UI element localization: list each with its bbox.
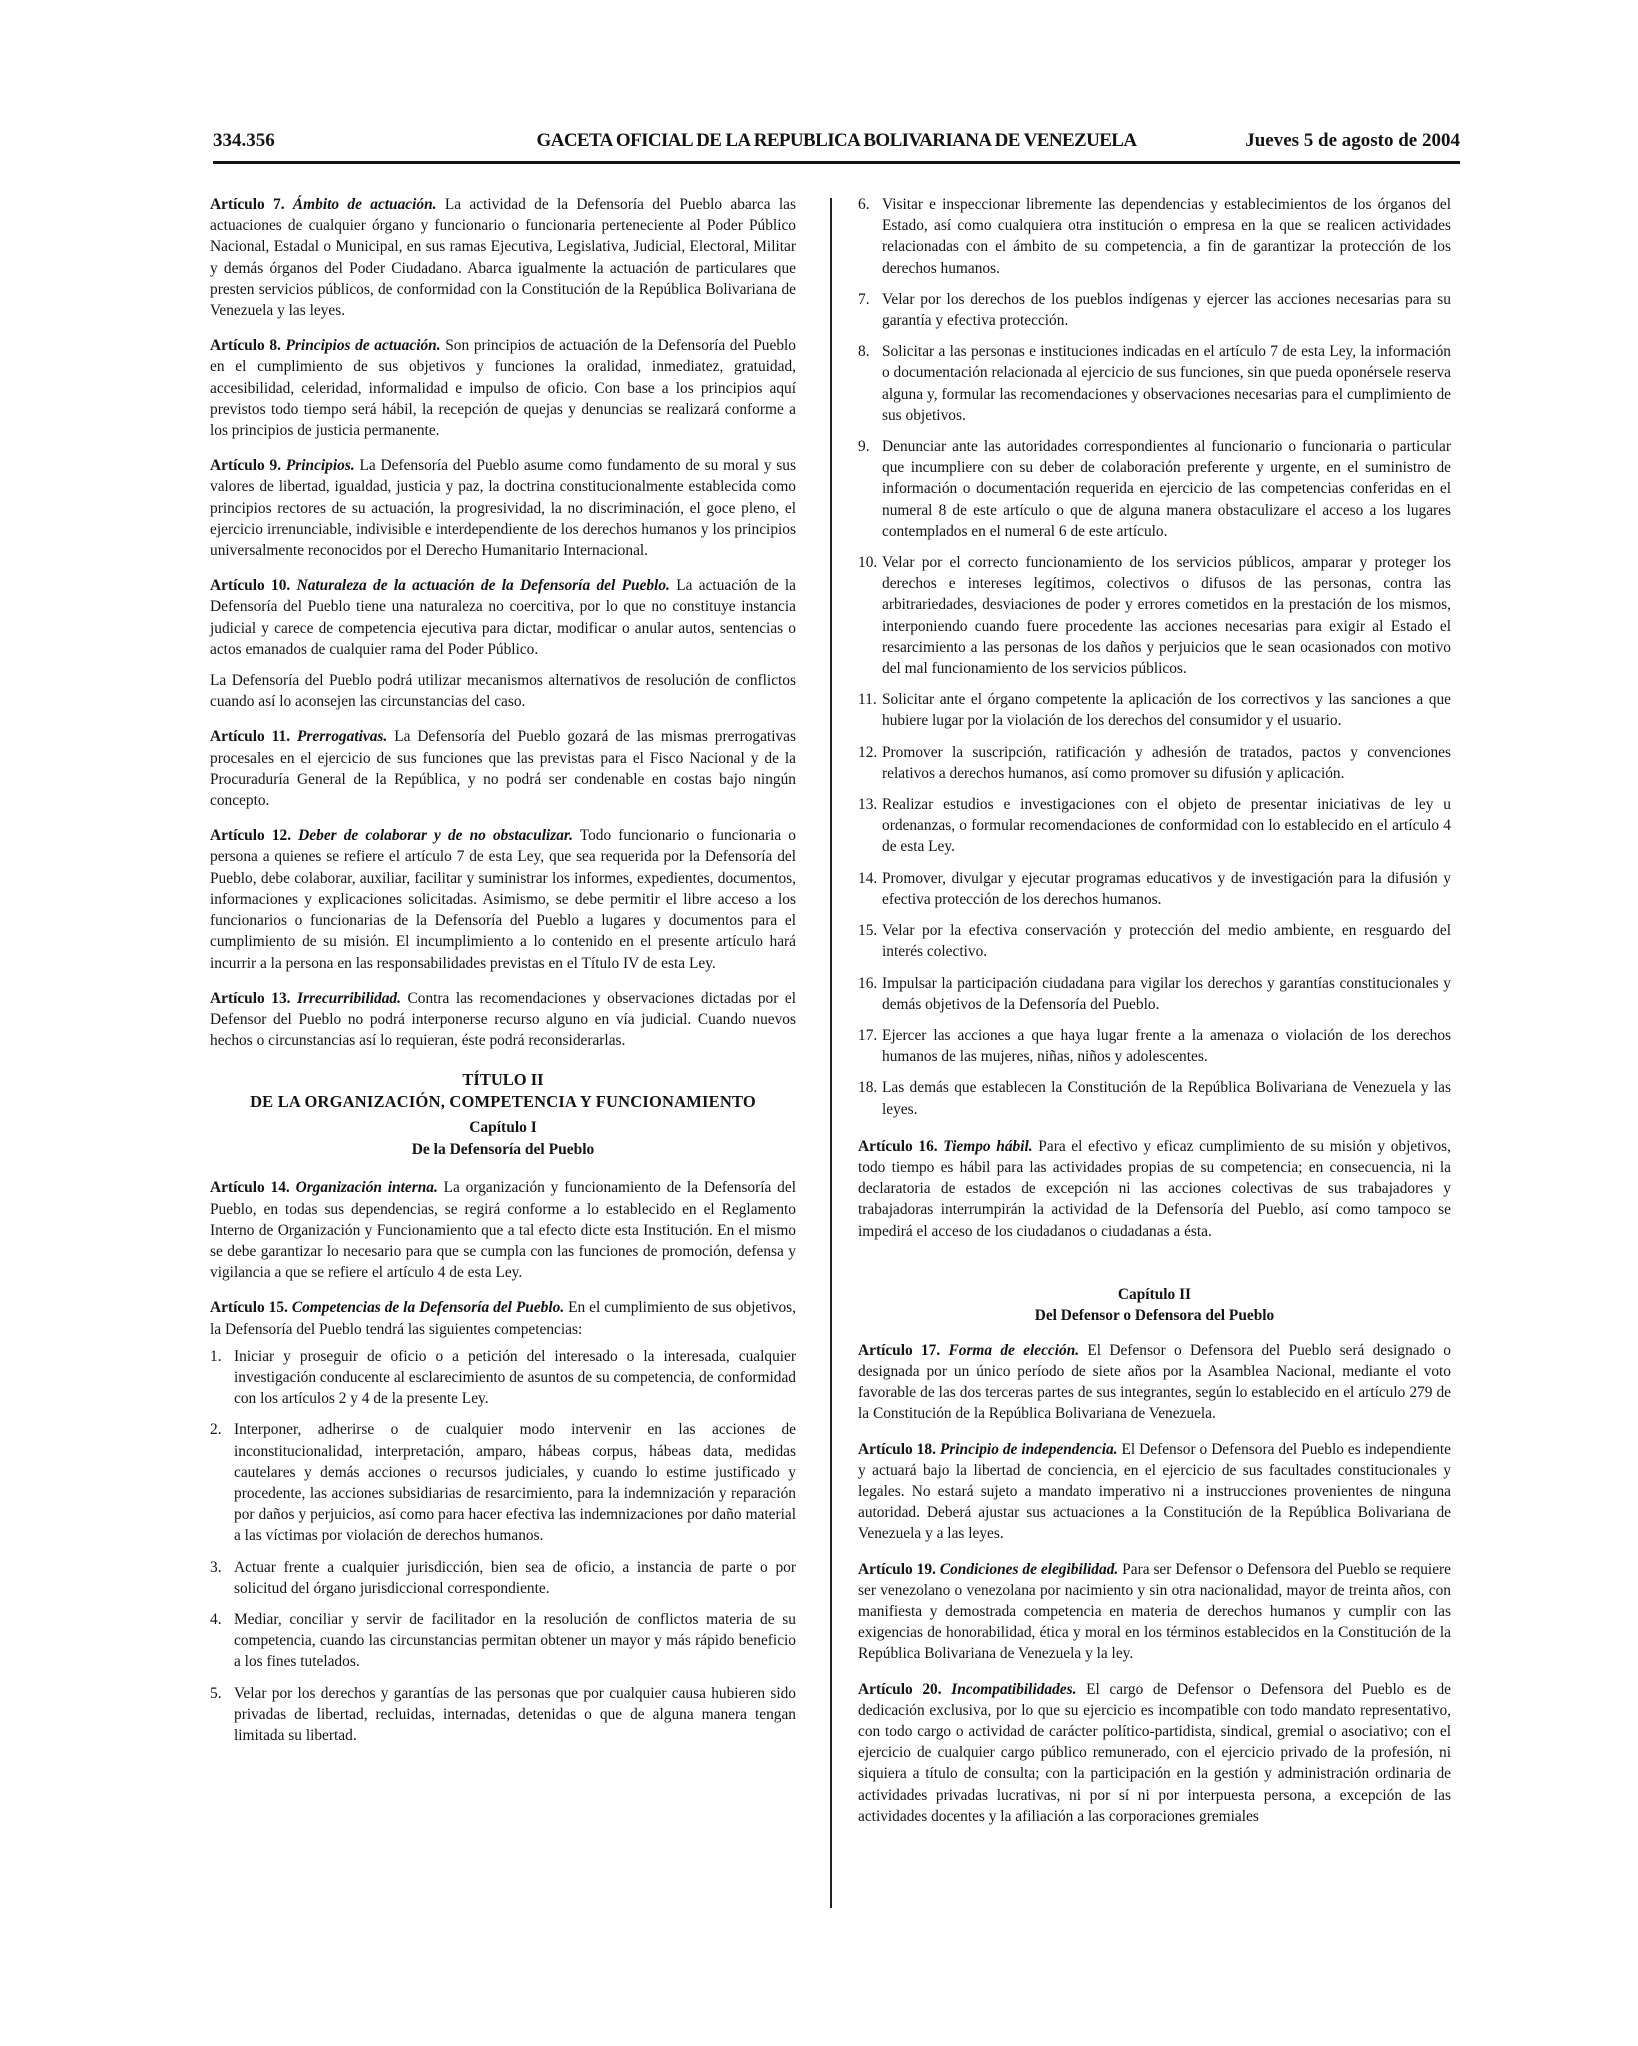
article-body: El cargo de Defensor o Defensora del Pueblo es de dedicación exclusiva, por lo que su ejercicio es incompatible con todo mandato representativo, con todo cargo o actividad de carácter político-partidista, sindical, gremial o asociativo; con el ejercicio de cualquier cargo público remunerado, con el ejercicio privado de la profesión, ni siquiera a título de consulta; con la participación en la gestión y administración ordinaria de actividades privadas lucrativas, ni por sí ni por interpuesta persona, a excepción de las actividades docentes y la afiliación a las corporaciones gremiales xyxy=(858,1680,1451,1825)
list-item xyxy=(858,794,1451,858)
list-item-text: Solicitar a las personas e instituciones indicadas en el artículo 7 de esta Ley, la información o documentación relacionada al ejercicio de sus funciones, sin que pueda oponérsele reserva alguna y, formular las recomendaciones y observaciones necesarias para el cumplimiento de sus objetivos. xyxy=(882,343,1451,424)
list-item-number: 13. xyxy=(858,796,878,814)
list-item xyxy=(858,1077,1451,1119)
chapter-number: Capítulo II xyxy=(1117,1285,1192,1303)
article-body: Son principios de actuación de la Defensoría del Pueblo en el cumplimiento de sus objetivos y funciones la oralidad, inmediatez, gratuidad, accesibilidad, celeridad, informalidad e impulso de oficio. Con base a los principios aquí previstos todo tiempo será hábil, la recepción de quejas y denuncias se realizará conforme a los principios de justicia permanente. xyxy=(210,337,796,440)
list-item-text: Realizar estudios e investigaciones con el objeto de presentar iniciativas de ley u ordenanzas, o formular recomendaciones de conformidad con lo establecido en el artículo 4 de esta Ley. xyxy=(882,796,1451,856)
article-17 xyxy=(858,1340,1451,1425)
article-15 xyxy=(210,1297,796,1339)
list-item-text: Interponer, adherirse o de cualquier modo intervenir en las acciones de inconstitucionalidad, interpretación, amparo, hábeas corpus, hábeas data, medidas cautelares y demás acciones o recursos judiciales, y cuando lo estime justificado y procedente, las acciones subsidiarias de resarcimiento, para la indemnización y reparación por daños y perjuicios, así como para hacer efectiva las indemnizaciones por daño material a las víctimas por violación de derechos humanos. xyxy=(234,1421,796,1545)
list-item-text: Visitar e inspeccionar libremente las dependencias y establecimientos de los órganos del Estado, así como cualquiera otra institución o empresa en la que se realicen actividades relacionadas con el ámbito de su competencia, a fin de garantizar la protección de los derechos humanos. xyxy=(882,196,1451,277)
list-item xyxy=(210,1683,796,1747)
article-7 xyxy=(210,194,796,321)
article-heading: Artículo 15. xyxy=(210,1299,288,1317)
chapter-name: De la Defensoría del Pueblo xyxy=(411,1141,595,1159)
article-20 xyxy=(858,1679,1451,1827)
article-body: Contra las recomendaciones y observaciones dictadas por el Defensor del Pueblo no podrá interponerse recurso alguno en vía judicial. Cuando nuevos hechos o circunstancias así lo requieran, éste podrá reconsiderarlas. xyxy=(210,989,797,1050)
competencies-list-part-1 xyxy=(210,1346,796,1746)
list-item-number: 11. xyxy=(858,691,877,709)
list-item-text: Denunciar ante las autoridades correspondientes al funcionario o funcionaria o particular que incumpliere con su deber de colaboración preferente y urgente, en el suministro de información o documentación requerida en ejercicio de las competencias conferidas en el numeral 8 de este artículo o que de alguna manera obstaculizare el acceso a los lugares contemplados en el numeral 6 de este artículo. xyxy=(882,438,1451,540)
list-item xyxy=(858,552,1451,679)
list-item-text: Solicitar ante el órgano competente la aplicación de los correctivos y las sanciones a que hubiere lugar por la violación de los derechos del consumidor y el usuario. xyxy=(882,691,1451,730)
list-item-text: Velar por los derechos y garantías de las personas que por cualquier causa hubieren sido privadas de libertad, recluidas, internadas, detenidas o que de alguna manera tengan limitada su libertad. xyxy=(234,1684,796,1744)
chapter-name: Del Defensor o Defensora del Pueblo xyxy=(1034,1306,1275,1324)
list-item xyxy=(858,920,1451,962)
article-14 xyxy=(210,1177,796,1283)
list-item-text: Mediar, conciliar y servir de facilitador en la resolución de conflictos materia de su competencia, cuando las circunstancias permitan obtener un mayor y más rápido beneficio a los fines tutelados. xyxy=(234,1610,796,1671)
list-item xyxy=(858,289,1451,331)
list-item xyxy=(858,742,1451,784)
list-item-number: 10. xyxy=(858,554,878,572)
article-12 xyxy=(210,825,796,973)
list-item-text: Velar por los derechos de los pueblos indígenas y ejercer las acciones necesarias para su garantía y efectiva protección. xyxy=(882,290,1451,330)
article-10 xyxy=(210,575,796,660)
list-item-text: Ejercer las acciones a que haya lugar frente a la amenaza o violación de los derechos humanos de las mujeres, niñas, niños y adolescentes. xyxy=(882,1026,1451,1066)
article-heading: Artículo 16. xyxy=(858,1137,938,1155)
article-title: Principio de independencia. xyxy=(939,1440,1118,1458)
list-item-number: 18. xyxy=(858,1079,878,1097)
article-title: Condiciones de elegibilidad. xyxy=(939,1560,1119,1578)
article-body: La Defensoría del Pueblo asume como fundamento de su moral y sus valores de libertad, igualdad, justicia y paz, la doctrina constitucionalmente establecida como principios rectores de su actuación, la progresividad, la no discriminación, el goce pleno, el ejercicio irrenunciable, indivisible e interdependiente de los derechos humanos y los principios universalmente reconocidos por el Derecho Humanitario Internacional. xyxy=(210,457,796,560)
article-body: El Defensor o Defensora del Pueblo es independiente y actuará bajo la libertad de conciencia, en el ejercicio de sus facultades constitucionales y legales. No estará sujeto a mandato imperativo ni a instrucciones provenientes de ninguna autoridad. Deberá ajustar sus actuaciones a la Constitución de la República Bolivariana de Venezuela y a las leyes. xyxy=(858,1440,1451,1543)
list-item-text: Iniciar y proseguir de oficio o a petición del interesado o la interesada, cualquier investigación conducente al esclarecimiento de asuntos de su competencia, de conformidad con los artículos 2 y 4 de la presente Ley. xyxy=(234,1347,796,1408)
article-heading: Artículo 17. xyxy=(858,1341,941,1359)
article-title: Ámbito de actuación. xyxy=(292,196,437,213)
publication-date: Jueves 5 de agosto de 2004 xyxy=(1245,130,1460,151)
list-item-number: 8. xyxy=(858,343,870,361)
list-item xyxy=(858,689,1451,731)
title-ii-heading xyxy=(210,1069,796,1161)
list-item-number: 7. xyxy=(858,290,870,308)
list-item-text: Velar por la efectiva conservación y protección del medio ambiente, en resguardo del interés colectivo. xyxy=(882,922,1451,961)
list-item-number: 5. xyxy=(210,1684,222,1702)
article-title: Prerrogativas. xyxy=(297,728,388,746)
article-heading: Artículo 8. xyxy=(210,337,281,355)
article-heading: Artículo 20. xyxy=(858,1680,942,1698)
list-item-text: Velar por el correcto funcionamiento de los servicios públicos, amparar y proteger los derechos e intereses legítimos, colectivos o difusos de las personas, contra las arbitrariedades, desviaciones de poder y errores cometidos en la prestación de los mismos, interponiendo cuando fuere procedente las acciones necesarias para exigir al Estado el resarcimiento a las personas de los daños y perjuicios que le sean ocasionados con motivo del mal funcionamiento de los servicios públicos. xyxy=(882,554,1451,678)
list-item-text: Las demás que establecen la Constitución de la República Bolivariana de Venezuela y las leyes. xyxy=(882,1079,1451,1118)
article-heading: Artículo 18. xyxy=(858,1440,936,1458)
list-item-number: 17. xyxy=(858,1026,878,1044)
list-item-number: 14. xyxy=(858,869,878,887)
list-item-text: Impulsar la participación ciudadana para vigilar los derechos y garantías constitucionales y demás objetivos de la Defensoría del Pueblo. xyxy=(882,974,1451,1013)
list-item xyxy=(858,436,1451,542)
article-title: Principios. xyxy=(285,457,355,475)
article-heading: Artículo 9. xyxy=(210,457,282,475)
list-item xyxy=(858,868,1451,910)
list-item xyxy=(858,194,1451,279)
list-item xyxy=(210,1609,796,1673)
article-title: Deber de colaborar y de no obstaculizar. xyxy=(298,827,573,845)
title-name: DE LA ORGANIZACIÓN, COMPETENCIA Y FUNCIONAMIENTO xyxy=(250,1092,756,1112)
article-heading: Artículo 11. xyxy=(210,728,291,746)
article-18 xyxy=(858,1439,1451,1545)
article-body: La Defensoría del Pueblo gozará de las mismas prerrogativas procesales en el ejercicio de sus funciones que las previstas para el Fisco Nacional y de la Procuraduría General de la República, y no podrá ser condenable en costas bajo ningún concepto. xyxy=(210,728,797,810)
article-title: Irrecurribilidad. xyxy=(297,989,401,1007)
article-heading: Artículo 14. xyxy=(210,1179,290,1197)
article-heading: Artículo 10. xyxy=(210,577,291,595)
chapter-number: Capítulo I xyxy=(469,1119,537,1137)
list-item-number: 4. xyxy=(210,1610,222,1628)
list-item-number: 15. xyxy=(858,922,878,940)
left-column xyxy=(210,194,796,1756)
article-body: En el cumplimiento de sus objetivos, la Defensoría del Pueblo tendrá las siguientes competencias: xyxy=(210,1299,796,1338)
list-item-number: 9. xyxy=(858,438,870,456)
list-item-number: 12. xyxy=(858,743,878,761)
article-title: Organización interna. xyxy=(295,1179,438,1197)
list-item-number: 16. xyxy=(858,974,878,992)
article-10-paragraph-2: La Defensoría del Pueblo podrá utilizar mecanismos alternativos de resolución de conflictos cuando así lo aconsejen las circunstancias del caso. xyxy=(210,672,796,711)
list-item-text: Promover la suscripción, ratificación y adhesión de tratados, pactos y convenciones relativos a derechos humanos, así como promover su difusión y aplicación. xyxy=(882,743,1451,782)
article-heading: Artículo 7. xyxy=(210,196,285,213)
list-item-number: 2. xyxy=(210,1421,222,1439)
list-item xyxy=(210,1419,796,1546)
page-header xyxy=(213,130,1460,164)
header-rule xyxy=(213,161,1460,164)
article-8 xyxy=(210,335,796,441)
article-body: La actuación de la Defensoría del Pueblo tiene una naturaleza no coercitiva, por lo que no constituye instancia judicial y carece de competencia ejecutiva para dictar, modificar o anular autos, sentencias o actos emanados de cualquier rama del Poder Público. xyxy=(210,577,796,658)
article-16 xyxy=(858,1136,1451,1242)
article-13 xyxy=(210,988,796,1052)
page-number: 334.356 xyxy=(213,130,275,151)
list-item xyxy=(858,1025,1451,1067)
list-item-text: Promover, divulgar y ejecutar programas educativos y de investigación para la difusión y efectiva protección de los derechos humanos. xyxy=(882,869,1451,908)
article-19 xyxy=(858,1559,1451,1665)
article-11 xyxy=(210,726,796,811)
chapter-ii-heading xyxy=(858,1284,1451,1326)
column-divider xyxy=(830,198,832,1908)
list-item-number: 3. xyxy=(210,1558,222,1576)
list-item-number: 1. xyxy=(210,1347,222,1365)
list-item-text: Actuar frente a cualquier jurisdicción, bien sea de oficio, a instancia de parte o por solicitud del órgano jurisdiccional correspondiente. xyxy=(234,1558,796,1597)
right-column xyxy=(858,194,1451,1841)
title-number: TÍTULO II xyxy=(462,1070,544,1090)
article-body: Todo funcionario o funcionaria o persona a quienes se refiere el artículo 7 de esta Ley, que sea requerida por la Defensoría del Pueblo, debe colaborar, auxiliar, facilitar y suministrar los informes, expedientes, documentos, informaciones y explicaciones solicitadas. Asimismo, se debe permitir el libre acceso a los funcionarios o funcionarias de la Defensoría del Pueblo a lugares y documentos para el cumplimiento de su misión. El incumplimiento a lo contenido en el presente artículo hará incurrir a la persona en las responsabilidades previstas en el Título IV de esta Ley. xyxy=(210,827,797,972)
list-item-number: 6. xyxy=(858,196,870,213)
article-9 xyxy=(210,455,796,561)
article-heading: Artículo 19. xyxy=(858,1560,936,1578)
gazette-title: GACETA OFICIAL DE LA REPUBLICA BOLIVARIANA DE VENEZUELA xyxy=(536,130,1137,151)
article-body: Para ser Defensor o Defensora del Pueblo se requiere ser venezolano o venezolana por nacimiento y sin otra nacionalidad, mayor de treinta años, con manifiesta y demostrada competencia en materia de derechos humanos y cumplir con las exigencias de honorabilidad, ética y moral en los términos establecidos en la Constitución de la República Bolivariana de Venezuela y la ley. xyxy=(858,1560,1451,1663)
list-item xyxy=(858,973,1451,1015)
article-heading: Artículo 12. xyxy=(210,827,292,845)
article-title: Forma de elección. xyxy=(948,1341,1080,1359)
list-item xyxy=(210,1346,796,1410)
article-body: La organización y funcionamiento de la Defensoría del Pueblo, en todas sus dependencias, se regirá conforme a lo establecido en el Reglamento Interno de Organización y Funcionamiento que a tal efecto dicte esta Institución. En el mismo se debe garantizar lo necesario para que se cumpla con las funciones de promoción, defensa y vigilancia a que se refiere el artículo 4 de esta Ley. xyxy=(210,1179,796,1282)
article-body: La actividad de la Defensoría del Pueblo abarca las actuaciones de cualquier órgano y funcionario o funcionaria perteneciente al Poder Público Nacional, Estadal o Municipal, en sus ramas Ejecutiva, Legislativa, Judicial, Electoral, Militar y demás órganos del Poder Ciudadano. Abarca igualmente la actuación de particulares que presten servicios públicos, de conformidad con la Constitución de la República Bolivariana de Venezuela y las leyes. xyxy=(210,196,796,320)
article-title: Principios de actuación. xyxy=(285,337,441,355)
article-heading: Artículo 13. xyxy=(210,989,291,1007)
article-title: Tiempo hábil. xyxy=(943,1137,1033,1155)
list-item xyxy=(858,341,1451,426)
article-title: Naturaleza de la actuación de la Defensoría del Pueblo. xyxy=(296,577,670,595)
article-title: Competencias de la Defensoría del Pueblo. xyxy=(291,1299,565,1317)
article-title: Incompatibilidades. xyxy=(951,1680,1077,1698)
competencies-list-part-2 xyxy=(858,194,1451,1120)
article-body: Para el efectivo y eficaz cumplimiento de su misión y objetivos, todo tiempo es hábil para las actividades propias de su competencia; en consecuencia, ni la declaratoria de estados de excepción ni las acciones colectivas de sus trabajadores y trabajadoras interrumpirán la actividad de la Defensoría del Pueblo, así como tampoco se impedirá el acceso de los ciudadanos o ciudadanas a ésta. xyxy=(858,1137,1451,1240)
list-item xyxy=(210,1557,796,1599)
article-body: El Defensor o Defensora del Pueblo será designado o designada por un único período de siete años por la Asamblea Nacional, mediante el voto favorable de las dos terceras partes de sus integrantes, según lo establecido en el artículo 279 de la Constitución de la República Bolivariana de Venezuela. xyxy=(858,1341,1451,1423)
